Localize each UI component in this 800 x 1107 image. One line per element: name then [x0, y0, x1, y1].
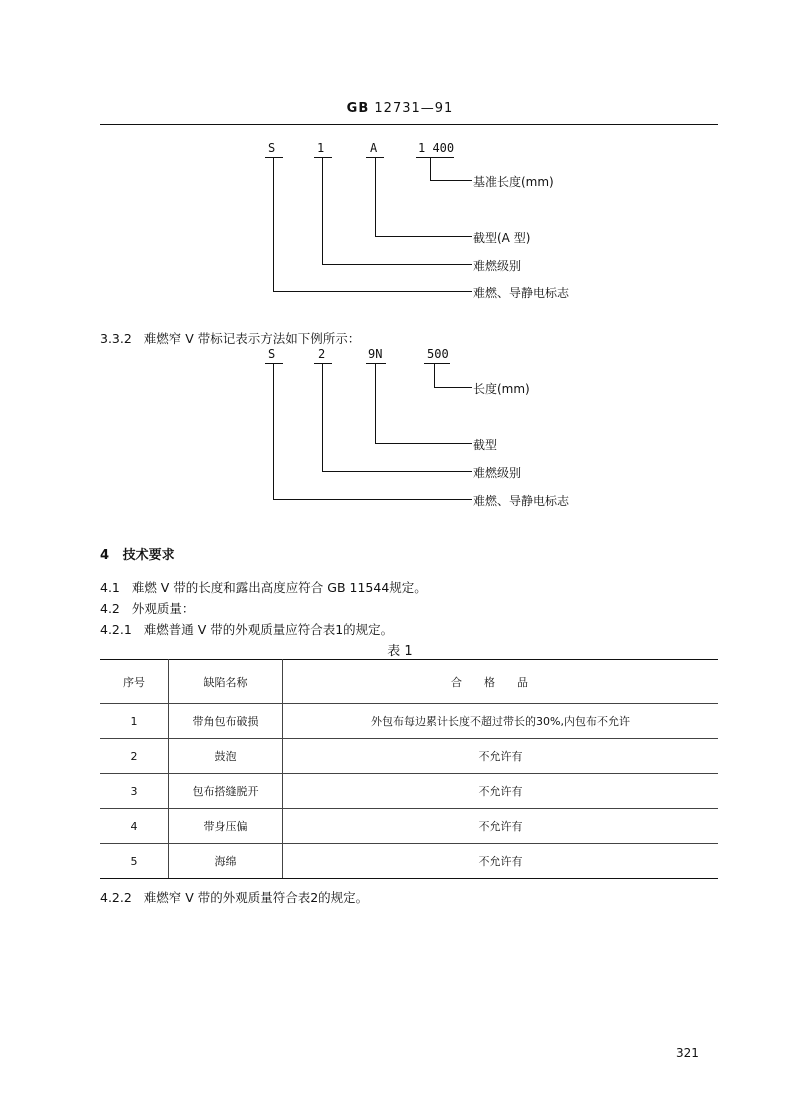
code-s: S [268, 141, 276, 155]
cell-seq: 5 [100, 844, 169, 879]
cell-seq: 2 [100, 739, 169, 774]
label-grade: 难燃级别 [473, 259, 522, 273]
appearance-quality-table [100, 659, 718, 879]
clause-number: 4.2.1 [100, 622, 132, 637]
header-seq: 序号 [100, 660, 169, 704]
section-number: 4 [100, 548, 110, 563]
cell-requirement: 不允许有 [283, 844, 719, 879]
label-section-type: 截型(A 型) [473, 231, 531, 245]
clause-text: 难燃 V 带的长度和露出高度应符合 GB 11544规定。 [131, 580, 427, 595]
standard-prefix: GB [346, 101, 370, 116]
header-qualified [283, 660, 719, 704]
label-mark: 难燃、导静电标志 [473, 286, 570, 300]
clause-4-1 [100, 578, 427, 596]
table-row [100, 739, 718, 774]
cell-requirement: 不允许有 [283, 739, 719, 774]
code-grade: 2 [318, 347, 326, 361]
code-grade: 1 [317, 141, 325, 155]
clause-number: 4.1 [100, 580, 120, 595]
clause-text: 难燃窄 V 带标记表示方法如下例所示： [143, 331, 361, 346]
clause-number: 4.2.2 [100, 890, 132, 905]
label-section-type: 截型 [473, 438, 498, 452]
standard-number: 12731—91 [374, 101, 454, 116]
clause-text: 外观质量： [131, 601, 195, 616]
code-section: A [370, 141, 378, 155]
cell-defect: 包布搭缝脱开 [169, 774, 283, 809]
cell-requirement: 不允许有 [283, 809, 719, 844]
code-section: 9N [368, 347, 383, 361]
section-heading-4 [100, 544, 175, 563]
cell-seq: 3 [100, 774, 169, 809]
table-row [100, 774, 718, 809]
code-length: 500 [427, 347, 449, 361]
page-number: 321 [676, 1046, 699, 1060]
clause-3-3-2 [100, 329, 360, 347]
table-row [100, 844, 718, 879]
table-caption: 表 1 [387, 644, 413, 659]
cell-seq: 1 [100, 704, 169, 739]
cell-defect: 鼓泡 [169, 739, 283, 774]
clause-text: 难燃普通 V 带的外观质量应符合表1的规定。 [143, 622, 394, 637]
cell-defect: 海绵 [169, 844, 283, 879]
label-grade: 难燃级别 [473, 466, 522, 480]
code-s: S [268, 347, 276, 361]
clause-text: 难燃窄 V 带的外观质量符合表2的规定。 [143, 890, 369, 905]
clause-number: 3.3.2 [100, 331, 132, 346]
header-defect: 缺陷名称 [169, 660, 283, 704]
header-qualified-text: 合格品 [451, 675, 550, 689]
section-title: 技术要求 [122, 548, 175, 563]
label-mark: 难燃、导静电标志 [473, 494, 570, 508]
header-rule [100, 124, 718, 125]
cell-defect: 带身压偏 [169, 809, 283, 844]
table-row [100, 704, 718, 739]
page-header [0, 101, 800, 116]
clause-number: 4.2 [100, 601, 120, 616]
clause-4-2 [100, 599, 194, 617]
cell-requirement: 不允许有 [283, 774, 719, 809]
cell-seq: 4 [100, 809, 169, 844]
cell-defect: 带角包布破损 [169, 704, 283, 739]
label-datum-length: 基准长度(mm) [473, 175, 554, 189]
clause-4-2-2 [100, 888, 368, 906]
clause-4-2-1 [100, 620, 393, 638]
cell-requirement: 外包布每边累计长度不超过带长的30%,内包布不允许 [283, 704, 719, 739]
table-header-row [100, 660, 718, 704]
code-length: 1 400 [418, 141, 455, 155]
label-length: 长度(mm) [473, 382, 530, 396]
table-row [100, 809, 718, 844]
